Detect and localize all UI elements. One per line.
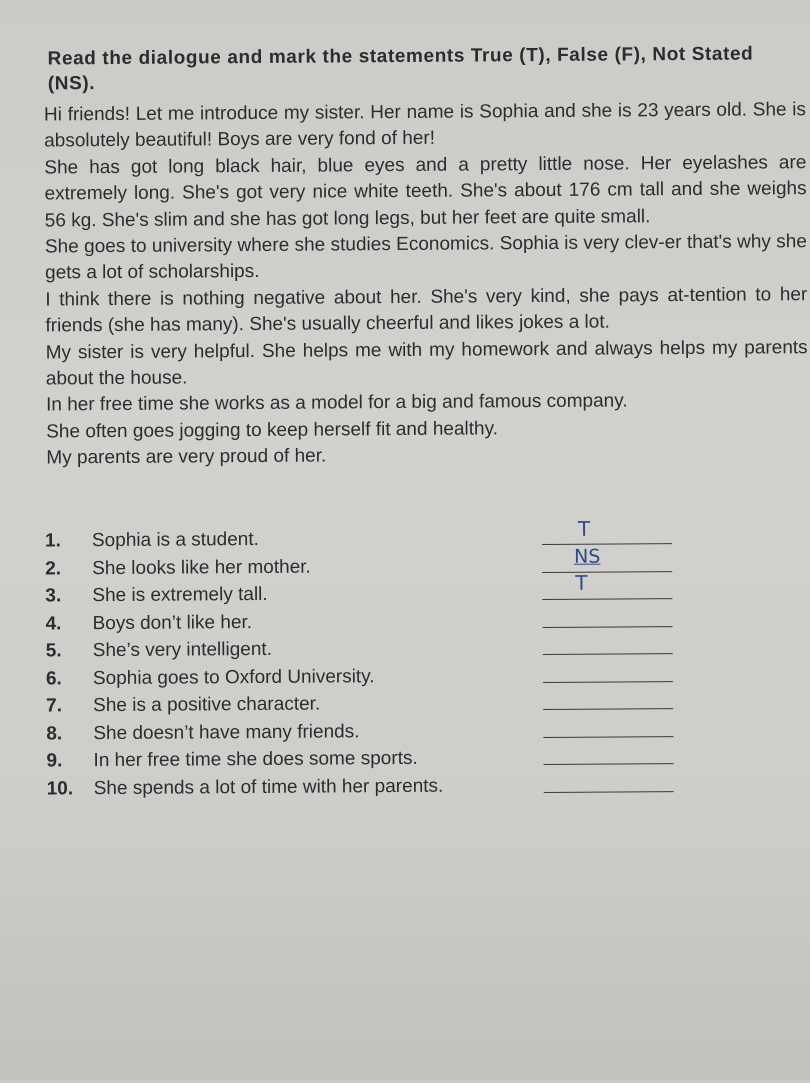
statement-number: 1.	[44, 530, 61, 552]
paragraph: My parents are very proud of her.	[46, 445, 327, 469]
statement-number: 3.	[45, 585, 62, 607]
handwritten-answer: T	[575, 570, 588, 595]
statement-text: She spends a lot of time with her parents.	[93, 775, 444, 799]
statement-number: 6.	[45, 667, 62, 689]
statement-item	[45, 570, 685, 610]
answer-line[interactable]	[543, 653, 673, 655]
reading-text	[44, 97, 809, 472]
answer-line[interactable]	[543, 681, 673, 683]
statement-item	[47, 771, 687, 803]
statement-text: Sophia is a student.	[91, 528, 259, 552]
statement-text: She doesn’t have many friends.	[93, 720, 360, 744]
answer-line[interactable]	[543, 626, 673, 628]
statement-number: 7.	[46, 695, 63, 717]
paragraph: She often goes jogging to keep herself fit and healthy.	[46, 418, 499, 443]
statement-text: She’s very intelligent.	[92, 638, 273, 662]
exercise-instructions: Read the dialogue and mark the statements True (T), False (F), Not Stated (NS).	[47, 43, 754, 95]
statement-text: She is extremely tall.	[92, 583, 268, 607]
statement-number: 8.	[46, 722, 63, 744]
statement-number: 2.	[45, 557, 62, 579]
statement-list	[44, 516, 687, 802]
statement-item	[46, 633, 686, 665]
statement-item	[45, 606, 685, 638]
answer-line[interactable]	[544, 763, 674, 765]
statement-text: She looks like her mother.	[92, 556, 311, 579]
statement-item	[46, 716, 686, 748]
paragraph: In her free time she works as a model for a big and famous company.	[45, 390, 628, 416]
statement-text: Boys don’t like her.	[92, 611, 253, 634]
handwritten-answer: NS	[574, 545, 601, 568]
statement-number: 10.	[46, 777, 74, 799]
answer-line[interactable]	[542, 543, 672, 545]
statement-item	[46, 688, 686, 720]
answer-line[interactable]	[542, 571, 672, 573]
statement-number: 9.	[46, 750, 63, 772]
statement-item	[46, 661, 686, 693]
answer-line[interactable]	[544, 791, 674, 793]
statement-item	[45, 545, 685, 583]
statement-text: Sophia goes to Oxford University.	[92, 665, 375, 689]
handwritten-answer: T	[577, 516, 591, 541]
statement-number: 4.	[45, 612, 62, 634]
paragraph: Hi friends! Let me introduce my sister. Her name is Sophia and she is 23 years old. She is absolutely beautiful! Boys are very fond of her!	[43, 99, 807, 152]
statement-text: In her free time she does some sports.	[93, 747, 418, 772]
paragraph: She goes to university where she studies Economics. Sophia is very clev-er that's why she gets a lot of scholarships.	[44, 231, 807, 284]
paragraph: My sister is very helpful. She helps me with my homework and always helps my parents about the house.	[45, 336, 808, 390]
answer-line[interactable]	[543, 736, 673, 738]
paragraph: I think there is nothing negative about her. She's very kind, she pays at-tention to her friends (she has many). She's usually cheerful and likes jokes a lot.	[45, 283, 808, 337]
answer-line[interactable]	[543, 708, 673, 710]
paragraph: She has got long black hair, blue eyes and a pretty little nose. Her eyelashes are extremely long. She's got very nice white teeth. She's about 176 cm tall and she weighs 56 kg. She's slim and she has got long legs, but her feet are quite small.	[44, 151, 807, 232]
statement-text: She is a positive character.	[93, 693, 321, 717]
statement-number: 5.	[45, 640, 62, 662]
answer-line[interactable]	[542, 598, 672, 600]
